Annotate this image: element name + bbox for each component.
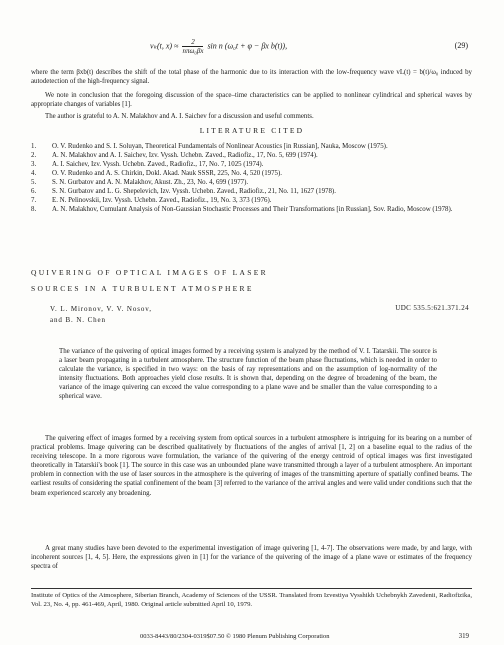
reference-text: S. N. Gurbatov and A. N. Malakhov, Akust. Zh., 23, No. 4, 699 (1977). — [52, 179, 249, 186]
reference-item — [31, 160, 472, 169]
reference-text: S. N. Gurbatov and L. G. Shepelevich, Izv. Vyssh. Uchebn. Zaved., Radiofiz., 21, No. 11, 1627 (1978). — [52, 188, 336, 195]
equation-fraction — [182, 38, 203, 55]
reference-list — [31, 142, 472, 214]
reference-item — [31, 169, 472, 178]
page-number: 319 — [458, 633, 469, 640]
intro-paragraph: We note in conclusion that the foregoing discussion of the space–time characteristics can be applied to nonlinear cylindrical and spherical waves by appropriate changes of variables [1]. — [31, 92, 472, 109]
footnote: Institute of Optics of the Atmosphere, Siberian Branch, Academy of Sciences of the USSR. Translated from Izvestiya Vysshikh Uchebnykh Zavedenii, Radiofizika, Vol. 23, No. 4, pp. 461-469, April, 1980. Original article submitted April 10, 1979. — [31, 592, 472, 608]
article-title-line: QUIVERING OF OPTICAL IMAGES OF LASER — [31, 268, 268, 277]
reference-number: 7. — [31, 197, 37, 204]
reference-number: 8. — [31, 206, 37, 213]
equation-rhs: sin n (ω₀t + φ − βx b(t)), — [207, 41, 288, 51]
literature-heading: LITERATURE CITED — [199, 126, 305, 135]
reference-text: O. V. Rudenko and A. S. Chirkin, Dokl. Akad. Nauk SSSR, 225, No. 4, 520 (1975). — [52, 170, 283, 177]
reference-text: A. N. Malakhov and A. I. Saichev, Izv. Vyssh. Uchebn. Zaved., Radiofiz., 17, No. 5, 699 (1974). — [52, 152, 318, 159]
authors-line: and B. N. Chen — [50, 316, 106, 324]
reference-number: 6. — [31, 188, 37, 195]
fraction-denominator: nπω₀βx — [182, 47, 204, 55]
equation-number: (29) — [454, 41, 468, 50]
reference-number: 2. — [31, 152, 37, 159]
authors-line: V. L. Mironov, V. V. Nosov, — [50, 305, 152, 313]
equation-body — [150, 38, 287, 55]
reference-text: A. N. Malakhov, Cumulant Analysis of Non-Gaussian Stochastic Processes and Their Transformations [in Russian], Sov. Radio, Moscow (1978). — [52, 206, 453, 213]
reference-number: 1. — [31, 143, 37, 150]
reference-item — [31, 196, 472, 205]
body-paragraph: A great many studies have been devoted to the experimental investigation of image quivering [1, 4-7]. The observations were made, by and large, with incoherent sources [1, 4, 5]. Here, the expressions given in [1] for the variance of the quivering of the image of a plane wave or estimates of the frequency spectra of — [31, 545, 472, 571]
reference-number: 4. — [31, 170, 37, 177]
reference-number: 5. — [31, 179, 37, 186]
equation-lhs: vₖ(t, x) ≈ — [150, 41, 179, 51]
udc-code: UDC 535.5:621.371.24 — [395, 304, 469, 312]
reference-item — [31, 187, 472, 196]
reference-text: O. V. Rudenko and S. I. Soluyan, Theoretical Fundamentals of Nonlinear Acoustics [in Russian], Nauka, Moscow (1975). — [52, 143, 388, 150]
reference-text: E. N. Pelinovskii, Izv. Vyssh. Uchebn. Zaved., Radiofiz., 19, No. 3, 373 (1976). — [52, 197, 272, 204]
copyright-line: 0033-8443/80/2304-0319$07.50 © 1980 Plenum Publishing Corporation — [140, 633, 330, 640]
acknowledgment: The author is grateful to A. N. Malakhov and A. I. Saichev for a discussion and useful comments. — [45, 113, 314, 120]
intro-paragraph: where the term βxb(t) describes the shift of the total phase of the harmonic due to its interaction with the low-frequency wave vL(t) = b(t)/ω₀ induced by autodetection of the high-frequency signal. — [31, 69, 472, 86]
reference-item — [31, 151, 472, 160]
abstract: The variance of the quivering of optical images formed by a receiving system is analyzed by the method of V. I. Tatarskii. The source is a laser beam propagating in a turbulent atmosphere. The structure function of the beam phase fluctuations, which is needed in order to calculate the variance, is specified in two ways: on the basis of ray representations and on the assumption of log-normality of the intensity fluctuations. Both approaches yield close results. It is shown that, depending on the degree of broadening of the beam, the variance of the image quivering can exceed the value corresponding to a plane wave and be smaller than the value corresponding to a spherical wave. — [59, 348, 437, 401]
body-paragraph: The quivering effect of images formed by a receiving system from optical sources in a turbulent atmosphere is intriguing for its bearing on a number of practical problems. Image quivering can be described qualitatively by fluctuations of the angles of arrival [1, 2] on a baseline equal to the radius of the receiving telescope. In a more rigorous wave formulation, the variance of the quivering of the energy centroid of optical images was first investigated theoretically in Tatarskii's book [1]. The source in this case was an unbounded plane wave transmitted through a layer of a turbulent atmosphere. An important problem in connection with the use of laser sources in the atmosphere is the quivering of images of the transmitting aperture of spatially confined beams. The earliest results of considering the spatial confinement of the beam [3] referred to the variance of the arrival angles and were valid under conditions such that the beam experienced scarcely any broadening. — [31, 435, 472, 497]
footnote-divider — [31, 588, 472, 589]
reference-item — [31, 178, 472, 187]
reference-item — [31, 205, 472, 214]
reference-item — [31, 142, 472, 151]
reference-text: A. I. Saichev, Izv. Vyssh. Uchebn. Zaved., Radiofiz., 17, No. 7, 1025 (1974). — [52, 161, 264, 168]
equation-29 — [0, 38, 504, 58]
article-authors — [50, 304, 152, 326]
article-title-line: SOURCES IN A TURBULENT ATMOSPHERE — [31, 284, 254, 293]
reference-number: 3. — [31, 161, 37, 168]
fraction-numerator: 2 — [182, 38, 203, 47]
